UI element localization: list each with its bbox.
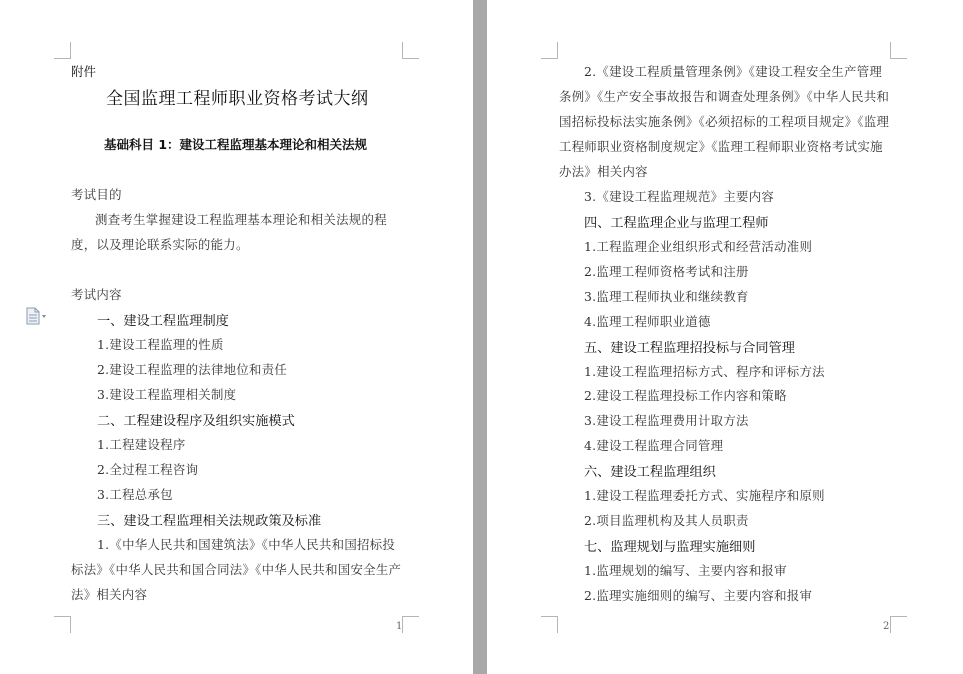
purpose-line: 度，以及理论联系实际的能力。	[71, 237, 249, 252]
section-heading: 二、工程建设程序及组织实施模式	[97, 414, 295, 429]
document-title: 全国监理工程师职业资格考试大纲	[106, 89, 369, 109]
document-page-1	[0, 0, 473, 674]
list-item: 3.《建设工程监理规范》主要内容	[584, 189, 775, 204]
crop-mark-top-right	[890, 42, 907, 59]
list-item: 1.监理规划的编写、主要内容和报审	[584, 563, 787, 578]
list-item: 2.建设工程监理投标工作内容和策略	[584, 388, 787, 403]
list-item: 条例》《生产安全事故报告和调查处理条例》《中华人民共和	[559, 89, 890, 104]
section-heading: 五、建设工程监理招投标与合同管理	[584, 341, 795, 356]
list-item: 国招标投标法实施条例》《必须招标的工程项目规定》《监理	[559, 114, 890, 129]
attachment-label: 附件	[71, 64, 97, 79]
crop-mark-bottom-left	[54, 616, 71, 633]
list-item: 1.《中华人民共和国建筑法》《中华人民共和国招标投	[97, 537, 396, 552]
document-icon[interactable]	[25, 307, 49, 325]
section-heading: 六、建设工程监理组织	[584, 465, 716, 480]
section-heading: 三、建设工程监理相关法规政策及标准	[97, 514, 322, 529]
list-item: 3.工程总承包	[97, 487, 173, 502]
list-item: 1.建设工程监理委托方式、实施程序和原则	[584, 488, 825, 503]
content-heading: 考试内容	[71, 287, 122, 302]
crop-mark-top-left	[541, 42, 558, 59]
list-item: 2.项目监理机构及其人员职责	[584, 513, 749, 528]
list-item: 2.监理工程师资格考试和注册	[584, 264, 749, 279]
list-item: 1.工程建设程序	[97, 437, 186, 452]
list-item: 法》相关内容	[71, 587, 148, 602]
section-heading: 四、工程监理企业与监理工程师	[584, 216, 769, 231]
list-item: 2.监理实施细则的编写、主要内容和报审	[584, 588, 813, 603]
list-item: 3.建设工程监理相关制度	[97, 387, 237, 402]
page-number: 1	[396, 621, 403, 632]
crop-mark-bottom-right	[402, 616, 419, 633]
list-item: 标法》《中华人民共和国合同法》《中华人民共和国安全生产	[71, 562, 402, 577]
crop-mark-top-left	[54, 42, 71, 59]
document-page-2	[487, 0, 963, 674]
list-item: 4.建设工程监理合同管理	[584, 438, 724, 453]
page-number: 2	[883, 621, 890, 632]
list-item: 办法》相关内容	[559, 164, 648, 179]
purpose-line: 测查考生掌握建设工程监理基本理论和相关法规的程	[95, 212, 387, 227]
section-heading: 一、建设工程监理制度	[97, 314, 229, 329]
list-item: 3.建设工程监理费用计取方法	[584, 413, 749, 428]
list-item: 3.监理工程师执业和继续教育	[584, 289, 749, 304]
list-item: 2.建设工程监理的法律地位和责任	[97, 362, 288, 377]
purpose-heading: 考试目的	[71, 187, 122, 202]
crop-mark-top-right	[402, 42, 419, 59]
section-heading: 七、监理规划与监理实施细则	[584, 540, 756, 555]
crop-mark-bottom-left	[541, 616, 558, 633]
list-item: 1.工程监理企业组织形式和经营活动准则	[584, 239, 813, 254]
list-item: 1.建设工程监理招标方式、程序和评标方法	[584, 364, 825, 379]
list-item: 工程师职业资格制度规定》《监理工程师职业资格考试实施	[559, 139, 883, 154]
crop-mark-bottom-right	[890, 616, 907, 633]
document-subtitle: 基础科目 1：建设工程监理基本理论和相关法规	[104, 137, 368, 152]
list-item: 2.《建设工程质量管理条例》《建设工程安全生产管理	[584, 64, 883, 79]
list-item: 4.监理工程师职业道德	[584, 314, 711, 329]
list-item: 2.全过程工程咨询	[97, 462, 199, 477]
list-item: 1.建设工程监理的性质	[97, 337, 224, 352]
